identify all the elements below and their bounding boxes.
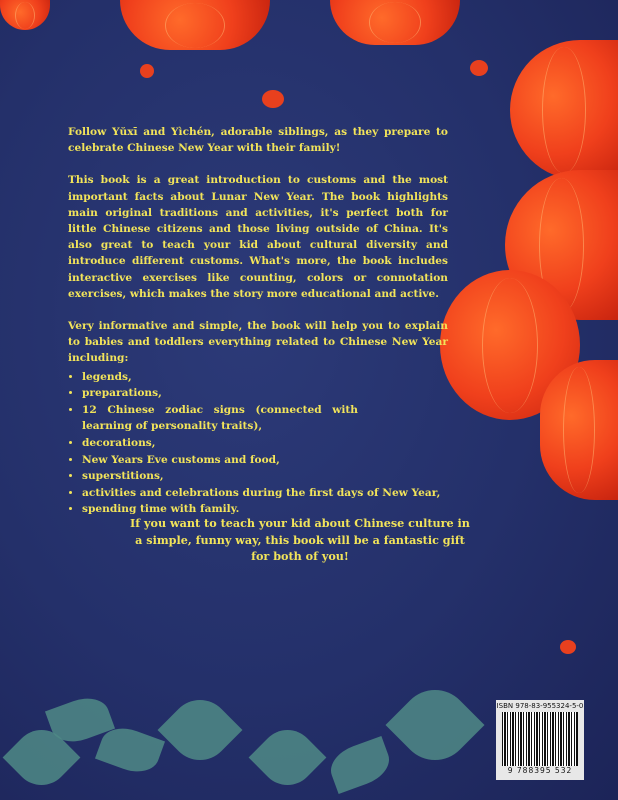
lantern — [330, 0, 460, 45]
lantern — [540, 360, 618, 500]
list-intro: Very informative and simple, the book will help you to explain to babies and toddlers everything related to Chinese New Year including: — [68, 320, 448, 365]
barcode-bars — [502, 712, 578, 766]
list-item: • superstitions, — [82, 468, 448, 485]
intro-paragraph: Follow Yŭxī and Yìchén, adorable siblings, as they prepare to celebrate Chinese New Year with their family! — [68, 126, 448, 155]
barcode-number: 9 788395 532 — [507, 766, 573, 775]
list-item: • legends, — [82, 369, 448, 386]
flower-leaf — [325, 736, 395, 794]
paint-splatter — [470, 60, 488, 76]
flower-leaf — [249, 719, 327, 797]
list-item: • New Years Eve customs and food, — [82, 452, 448, 469]
body-paragraph: This book is a great introduction to customs and the most important facts about Lunar New Year. The book highlights main original traditions and activities, it's perfect both for little Chinese citizens and those living outside of China. It's also great to teach your kid about cultural diversity and introduce different customs. What's more, the book includes interactive exercises like counting, colors or connotation exercises, which makes the story more educational and active. — [68, 174, 448, 300]
closing-text: If you want to teach your kid about Chinese culture in a simple, funny way, this book will be a fantastic gift for both of you! — [130, 516, 470, 563]
lantern — [120, 0, 270, 50]
lantern — [0, 0, 50, 30]
flower-leaf — [158, 688, 243, 773]
list-item: • activities and celebrations during the first days of New Year, — [82, 485, 448, 502]
barcode — [496, 700, 584, 780]
list-item: • decorations, — [82, 435, 448, 452]
topic-list — [68, 369, 448, 518]
list-item: • spending time with family. — [82, 501, 448, 518]
list-item: • preparations, — [82, 385, 448, 402]
list-item: • 12 Chinese zodiac signs (connected with learning of personality traits), — [82, 402, 448, 435]
description — [68, 124, 448, 518]
isbn-label: ISBN 978-83-955324-5-0 — [496, 702, 584, 710]
paint-splatter — [560, 640, 576, 654]
flower-leaf — [386, 676, 485, 775]
paint-splatter — [262, 90, 284, 108]
lantern — [510, 40, 618, 180]
paint-splatter — [140, 64, 154, 78]
